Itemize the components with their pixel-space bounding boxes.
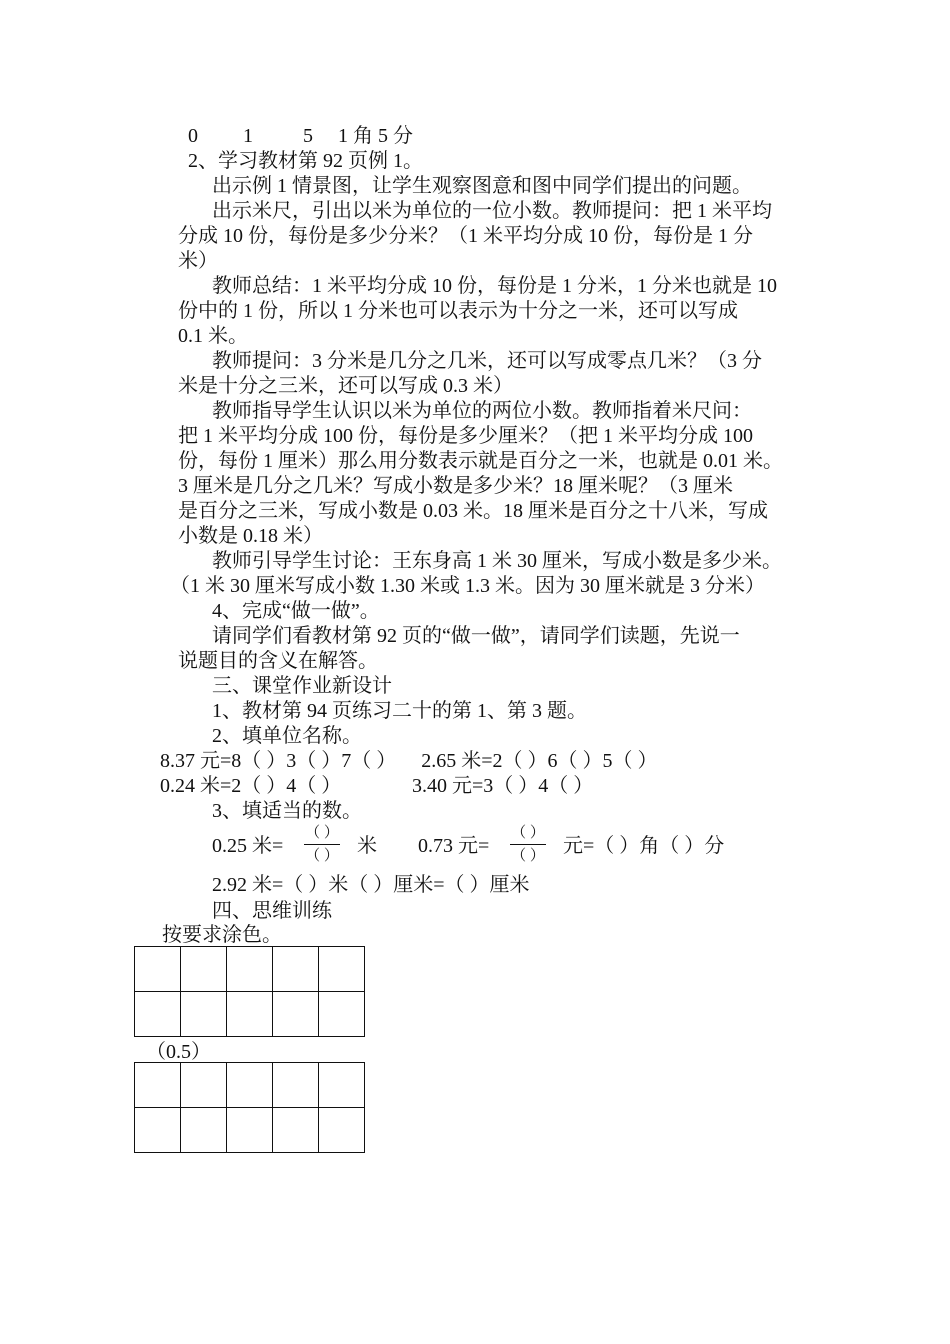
grid-cell[interactable] bbox=[273, 992, 319, 1037]
grid-cell[interactable] bbox=[181, 1108, 227, 1153]
grid-cell[interactable] bbox=[135, 947, 181, 992]
grid-cell[interactable] bbox=[273, 947, 319, 992]
paragraph-line: 教师提问：3 分米是几分之几米，还可以写成零点几米？（3 分 bbox=[212, 350, 762, 372]
fraction-denominator: （ ） bbox=[305, 848, 339, 864]
section-heading-homework: 三、课堂作业新设计 bbox=[212, 675, 392, 697]
grid-cell[interactable] bbox=[181, 992, 227, 1037]
paragraph-line: 米是十分之三米，还可以写成 0.3 米） bbox=[178, 375, 513, 397]
grid-cell[interactable] bbox=[227, 947, 273, 992]
paragraph-line: 份，每份 1 厘米）那么用分数表示就是百分之一米，也就是 0.01 米。 bbox=[178, 450, 783, 472]
grid-caption: （0.5） bbox=[146, 1041, 211, 1063]
grid-cell[interactable] bbox=[135, 1108, 181, 1153]
paragraph-line: 出示米尺，引出以米为单位的一位小数。教师提问：把 1 米平均 bbox=[212, 200, 772, 222]
unit-fill-row: 0.24 米=2（ ）4（ ） bbox=[160, 775, 342, 797]
grid-cell[interactable] bbox=[319, 992, 365, 1037]
paragraph-line: 教师指导学生认识以米为单位的两位小数。教师指着米尺问： bbox=[212, 400, 752, 422]
fill-number-text: 0.25 米= bbox=[212, 835, 284, 857]
paragraph-line: 教师总结：1 米平均分成 10 份，每份是 1 分米，1 分米也就是 10 bbox=[212, 275, 777, 297]
fraction-numerator: （ ） bbox=[511, 825, 545, 841]
grid-cell[interactable] bbox=[227, 1108, 273, 1153]
grid-cell[interactable] bbox=[227, 992, 273, 1037]
paragraph-line: 说题目的含义在解答。 bbox=[178, 650, 378, 672]
coloring-instruction: 按要求涂色。 bbox=[162, 924, 282, 946]
section-do-it: 4、完成“做一做”。 bbox=[212, 600, 380, 622]
grid-cell[interactable] bbox=[273, 1063, 319, 1108]
grid-cell[interactable] bbox=[319, 1063, 365, 1108]
paragraph-line: 教师引导学生讨论：王东身高 1 米 30 厘米，写成小数是多少米。 bbox=[212, 550, 782, 572]
paragraph-line: （1 米 30 厘米写成小数 1.30 米或 1.3 米。因为 30 厘米就是 3 分米） bbox=[170, 575, 765, 597]
paragraph-line: 出示例 1 情景图，让学生观察图意和图中同学们提出的问题。 bbox=[212, 175, 752, 197]
coloring-grid[interactable] bbox=[134, 946, 365, 1037]
section-example-1: 2、学习教材第 92 页例 1。 bbox=[188, 150, 423, 172]
paragraph-line: 0.1 米。 bbox=[178, 325, 248, 347]
grid-cell[interactable] bbox=[181, 947, 227, 992]
coloring-grid[interactable] bbox=[134, 1062, 365, 1153]
fraction-bar bbox=[510, 844, 546, 845]
unit-fill-row: 8.37 元=8（ ）3（ ）7（ ） 2.65 米=2（ ）6（ ）5（ ） bbox=[160, 750, 658, 772]
grid-cell[interactable] bbox=[319, 947, 365, 992]
grid-cell[interactable] bbox=[319, 1108, 365, 1153]
paragraph-line: 3 厘米是几分之几米？写成小数是多少米？18 厘米呢？（3 厘米 bbox=[178, 475, 733, 497]
fraction-blank bbox=[302, 825, 342, 864]
grid-cell[interactable] bbox=[273, 1108, 319, 1153]
fraction-denominator: （ ） bbox=[511, 848, 545, 864]
fill-number-text: 2.92 米=（ ）米（ ）厘米=（ ）厘米 bbox=[212, 874, 530, 896]
fill-number-text: 米 bbox=[357, 835, 377, 857]
number-line-labels: 0 1 5 1 角 5 分 bbox=[188, 125, 413, 147]
grid-cell[interactable] bbox=[227, 1063, 273, 1108]
grid-cell[interactable] bbox=[181, 1063, 227, 1108]
fraction-bar bbox=[304, 844, 340, 845]
paragraph-line: 份中的 1 份，所以 1 分米也可以表示为十分之一米，还可以写成 bbox=[178, 300, 738, 322]
fill-number-text: 0.73 元= bbox=[418, 835, 490, 857]
exercise-item: 3、填适当的数。 bbox=[212, 800, 362, 822]
paragraph-line: 米） bbox=[178, 250, 218, 272]
paragraph-line: 是百分之三米，写成小数是 0.03 米。18 厘米是百分之十八米，写成 bbox=[178, 500, 768, 522]
paragraph-line: 小数是 0.18 米） bbox=[178, 525, 323, 547]
fill-number-text: 元=（ ）角（ ）分 bbox=[563, 835, 725, 857]
unit-fill-row: 3.40 元=3（ ）4（ ） bbox=[412, 775, 594, 797]
exercise-item: 1、教材第 94 页练习二十的第 1、第 3 题。 bbox=[212, 700, 587, 722]
section-heading-thinking: 四、思维训练 bbox=[212, 900, 332, 922]
paragraph-line: 请同学们看教材第 92 页的“做一做”，请同学们读题，先说一 bbox=[212, 625, 740, 647]
paragraph-line: 分成 10 份，每份是多少分米？（1 米平均分成 10 份，每份是 1 分 bbox=[178, 225, 753, 247]
paragraph-line: 把 1 米平均分成 100 份，每份是多少厘米？（把 1 米平均分成 100 bbox=[178, 425, 753, 447]
fraction-numerator: （ ） bbox=[305, 825, 339, 841]
exercise-item: 2、填单位名称。 bbox=[212, 725, 362, 747]
grid-cell[interactable] bbox=[135, 1063, 181, 1108]
grid-cell[interactable] bbox=[135, 992, 181, 1037]
fraction-blank bbox=[508, 825, 548, 864]
